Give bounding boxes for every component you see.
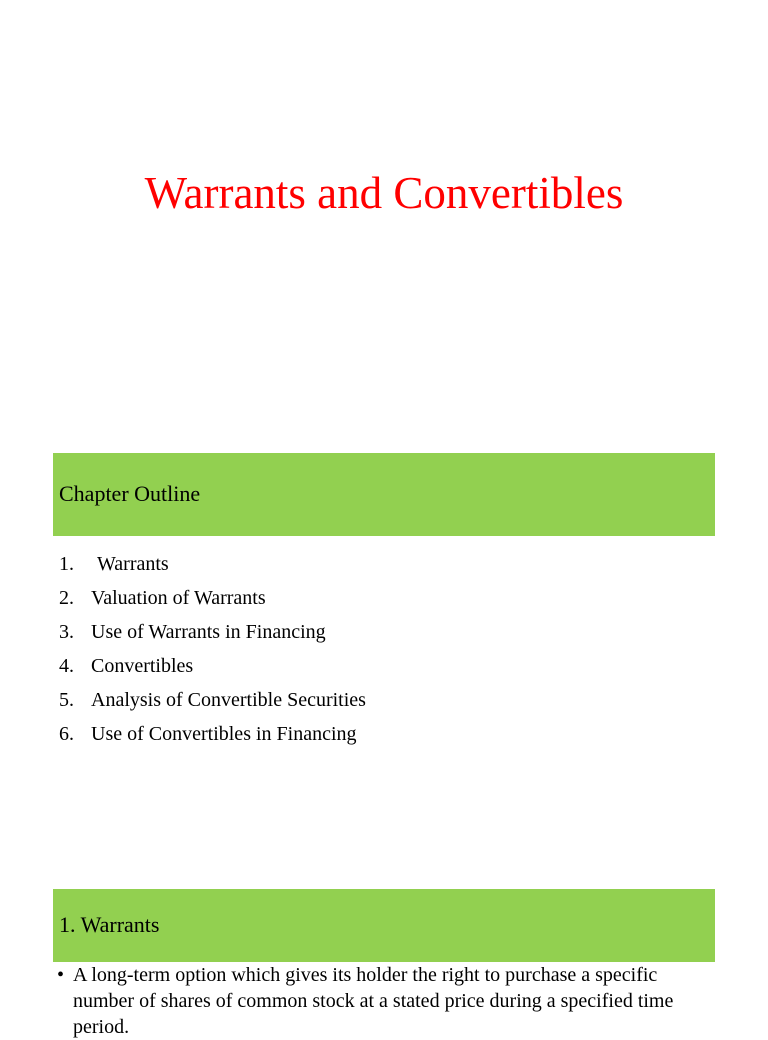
- chapter-outline-header: [53, 453, 715, 536]
- outline-item-text: Analysis of Convertible Securities: [91, 689, 366, 711]
- outline-item-number: 6.: [59, 723, 74, 745]
- outline-item: [59, 685, 366, 719]
- title-slide: [0, 0, 768, 400]
- outline-item: [59, 617, 366, 651]
- outline-item-number: 4.: [59, 655, 74, 677]
- outline-item-text: Valuation of Warrants: [91, 587, 266, 609]
- bullet-item: [57, 962, 717, 1040]
- warrants-bullet-list: [57, 962, 717, 1040]
- outline-item-number: 1.: [59, 553, 74, 575]
- outline-item: [59, 651, 366, 685]
- outline-item-number: 2.: [59, 587, 74, 609]
- warrants-heading: 1. Warrants: [59, 912, 160, 937]
- outline-item-text: Use of Warrants in Financing: [91, 621, 326, 643]
- warrants-section-header: [53, 889, 715, 962]
- outline-item-number: 5.: [59, 689, 74, 711]
- outline-item-text: Convertibles: [91, 655, 194, 677]
- outline-item-number: 3.: [59, 621, 74, 643]
- outline-item: [59, 719, 366, 753]
- bullet-text: A long-term option which gives its holder the right to purchase a specific number of shares of common stock at a stated price during a specified time period.: [73, 964, 674, 1038]
- outline-item-text: Warrants: [97, 553, 169, 575]
- chapter-outline-list: [59, 549, 366, 753]
- outline-item: [59, 549, 366, 583]
- outline-item: [59, 583, 366, 617]
- outline-item-text: Use of Convertibles in Financing: [91, 723, 357, 745]
- chapter-outline-heading: Chapter Outline: [59, 481, 201, 506]
- slide-title: Warrants and Convertibles: [144, 168, 624, 218]
- bullet-glyph: •: [57, 964, 65, 986]
